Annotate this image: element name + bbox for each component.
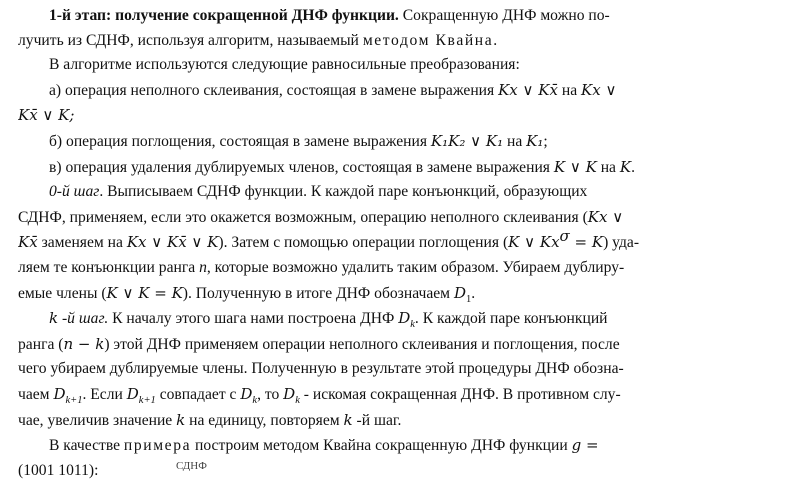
stepk-text1: К началу этого шага нами построена ДНФ: [108, 310, 399, 328]
stepk-k2: k: [176, 410, 186, 429]
stepk-nk: n − k: [63, 334, 105, 353]
item-a-expr1: Kx ∨ Kx̄: [498, 80, 558, 99]
stage-intro-line2: [18, 29, 786, 54]
step0-line4: [18, 256, 786, 281]
stepk-d5: D: [283, 384, 296, 403]
item-a-expr2-part2: Kx̄ ∨ K;: [18, 106, 75, 125]
clipped-text: СДНФ: [176, 462, 207, 471]
stepk-text9: - искомая сокращенная ДНФ. В противном слу-: [299, 385, 621, 403]
clipped-next-line: [176, 462, 210, 471]
stepk-line4: [18, 382, 786, 408]
example-text1: В качестве: [49, 437, 124, 455]
stepk-line5: [18, 408, 786, 434]
step0-n: n: [199, 258, 207, 276]
stage-heading: 1-й этап: получение сокращенной ДНФ функции.: [49, 7, 399, 24]
step0-line5: [18, 281, 786, 307]
stepk-d2: D: [53, 384, 66, 403]
step0-text2: СДНФ, применяем, если это окажется возможным, операцию неполного склеивания (: [18, 208, 588, 226]
step0-sigma: σ: [559, 230, 570, 246]
item-b-expr1: K₁K₂ ∨ K₁: [430, 131, 504, 150]
item-b-line: [18, 129, 786, 155]
stage-intro-text2: лучить из СДНФ, используя алгоритм, называемый: [18, 31, 363, 49]
stepk-text7: совпадает с: [155, 385, 241, 403]
example-g: g =: [571, 436, 599, 455]
transformations-intro: В алгоритме используются следующие равносильные преобразования:: [49, 56, 520, 74]
step0-expr-e: = K: [569, 233, 604, 252]
stepk-d: D: [398, 309, 411, 328]
stepk-d4-sub: k: [252, 395, 258, 407]
step0-d: D: [453, 283, 466, 302]
stepk-k3: k: [343, 410, 353, 429]
step0-text9: ). Полученную в итоге ДНФ обозначаем: [182, 284, 454, 302]
stepk-text3: ранга (: [18, 335, 64, 353]
stepk-d3: D: [126, 384, 139, 403]
stepk-text2: . К каждой паре конъюнкций: [414, 310, 608, 328]
method-name: методом Квайна: [362, 31, 494, 49]
item-c-on: на: [596, 158, 620, 176]
item-b-on: на: [503, 132, 527, 150]
stepk-text4: ) этой ДНФ применяем операции неполного склеивания и поглощения, после: [104, 335, 620, 353]
stepk-text12: -й шаг.: [352, 411, 402, 429]
item-a-expr2-part1: Kx ∨: [581, 80, 617, 99]
example-line1: [18, 433, 786, 459]
step0-line1: [18, 180, 786, 205]
example-word: примера: [123, 437, 192, 455]
document-page: [18, 4, 786, 483]
item-a-text: а) операция неполного склеивания, состоящая в замене выражения: [49, 81, 499, 99]
stepk-k: k: [49, 309, 59, 328]
step0-text4: ). Затем с помощью операции поглощения (: [218, 234, 509, 252]
stage-intro-text: Сокращенную ДНФ можно по-: [398, 7, 610, 24]
example-line2: (1001 1011):: [18, 461, 99, 479]
stepk-d5-sub: k: [295, 395, 300, 407]
step0-text7: , которые возможно удалить таким образом. Убираем дублиру-: [206, 258, 625, 276]
step0-line3: [18, 230, 786, 256]
item-c-expr2: K: [619, 157, 632, 176]
step0-d-sub: 1: [465, 293, 472, 305]
item-b-text: б) операция поглощения, состоящая в замене выражения: [49, 132, 431, 150]
step0-expr-b: Kx̄: [18, 233, 38, 252]
stepk-d3-sub: k+1: [138, 395, 156, 407]
stepk-line2: [18, 332, 786, 358]
step0-line2: [18, 205, 786, 231]
stepk-text10: чае, увеличив значение: [18, 411, 177, 429]
stepk-label: -й шаг.: [58, 310, 109, 328]
item-c-end: .: [631, 158, 636, 176]
step0-expr-a: Kx ∨: [587, 207, 624, 226]
stepk-text8: , то: [257, 385, 284, 403]
step0-text5: ) уда-: [603, 234, 640, 252]
stepk-d2-sub: k+1: [65, 395, 83, 407]
item-c-line: [18, 155, 786, 181]
stepk-d-sub: k: [410, 319, 415, 331]
step0-expr-f: K ∨ K = K: [106, 283, 183, 302]
period: .: [493, 31, 498, 49]
step0-expr-c: Kx ∨ Kx̄ ∨ K: [126, 233, 219, 252]
step0-text6: ляем те конъюнкции ранга: [18, 258, 200, 276]
step0-expr-d: K ∨ Kx: [508, 233, 560, 252]
stepk-text5: чаем: [18, 385, 54, 403]
stepk-text6: . Если: [82, 385, 127, 403]
stepk-line1: [18, 306, 786, 332]
item-c-expr1: K ∨ K: [553, 157, 597, 176]
step0-text1: . Выписываем СДНФ функции. К каждой паре конъюнкций, образующих: [99, 183, 588, 201]
item-a-on: на: [557, 81, 582, 99]
step0-label: 0-й шаг: [49, 183, 100, 201]
stepk-text11: на единицу, повторяем: [185, 411, 344, 429]
stepk-d4: D: [240, 384, 253, 403]
step0-end: .: [471, 284, 476, 302]
stage-heading-line: [18, 4, 786, 29]
item-c-text: в) операция удаления дублируемых членов, состоящая в замене выражения: [49, 158, 554, 176]
stepk-line3: чего убираем дублируемые члены. Полученную в результате этой процедуры ДНФ обозна-: [18, 360, 624, 378]
step0-text8: емые члены (: [18, 284, 107, 302]
item-a-line2: [18, 103, 786, 129]
item-b-end: ;: [543, 132, 548, 150]
step0-text3: заменяем на: [37, 234, 127, 252]
item-a-line1: [18, 78, 786, 104]
item-b-expr2: K₁: [526, 131, 544, 150]
example-text2: построим методом Квайна сокращенную ДНФ функции: [191, 437, 572, 455]
